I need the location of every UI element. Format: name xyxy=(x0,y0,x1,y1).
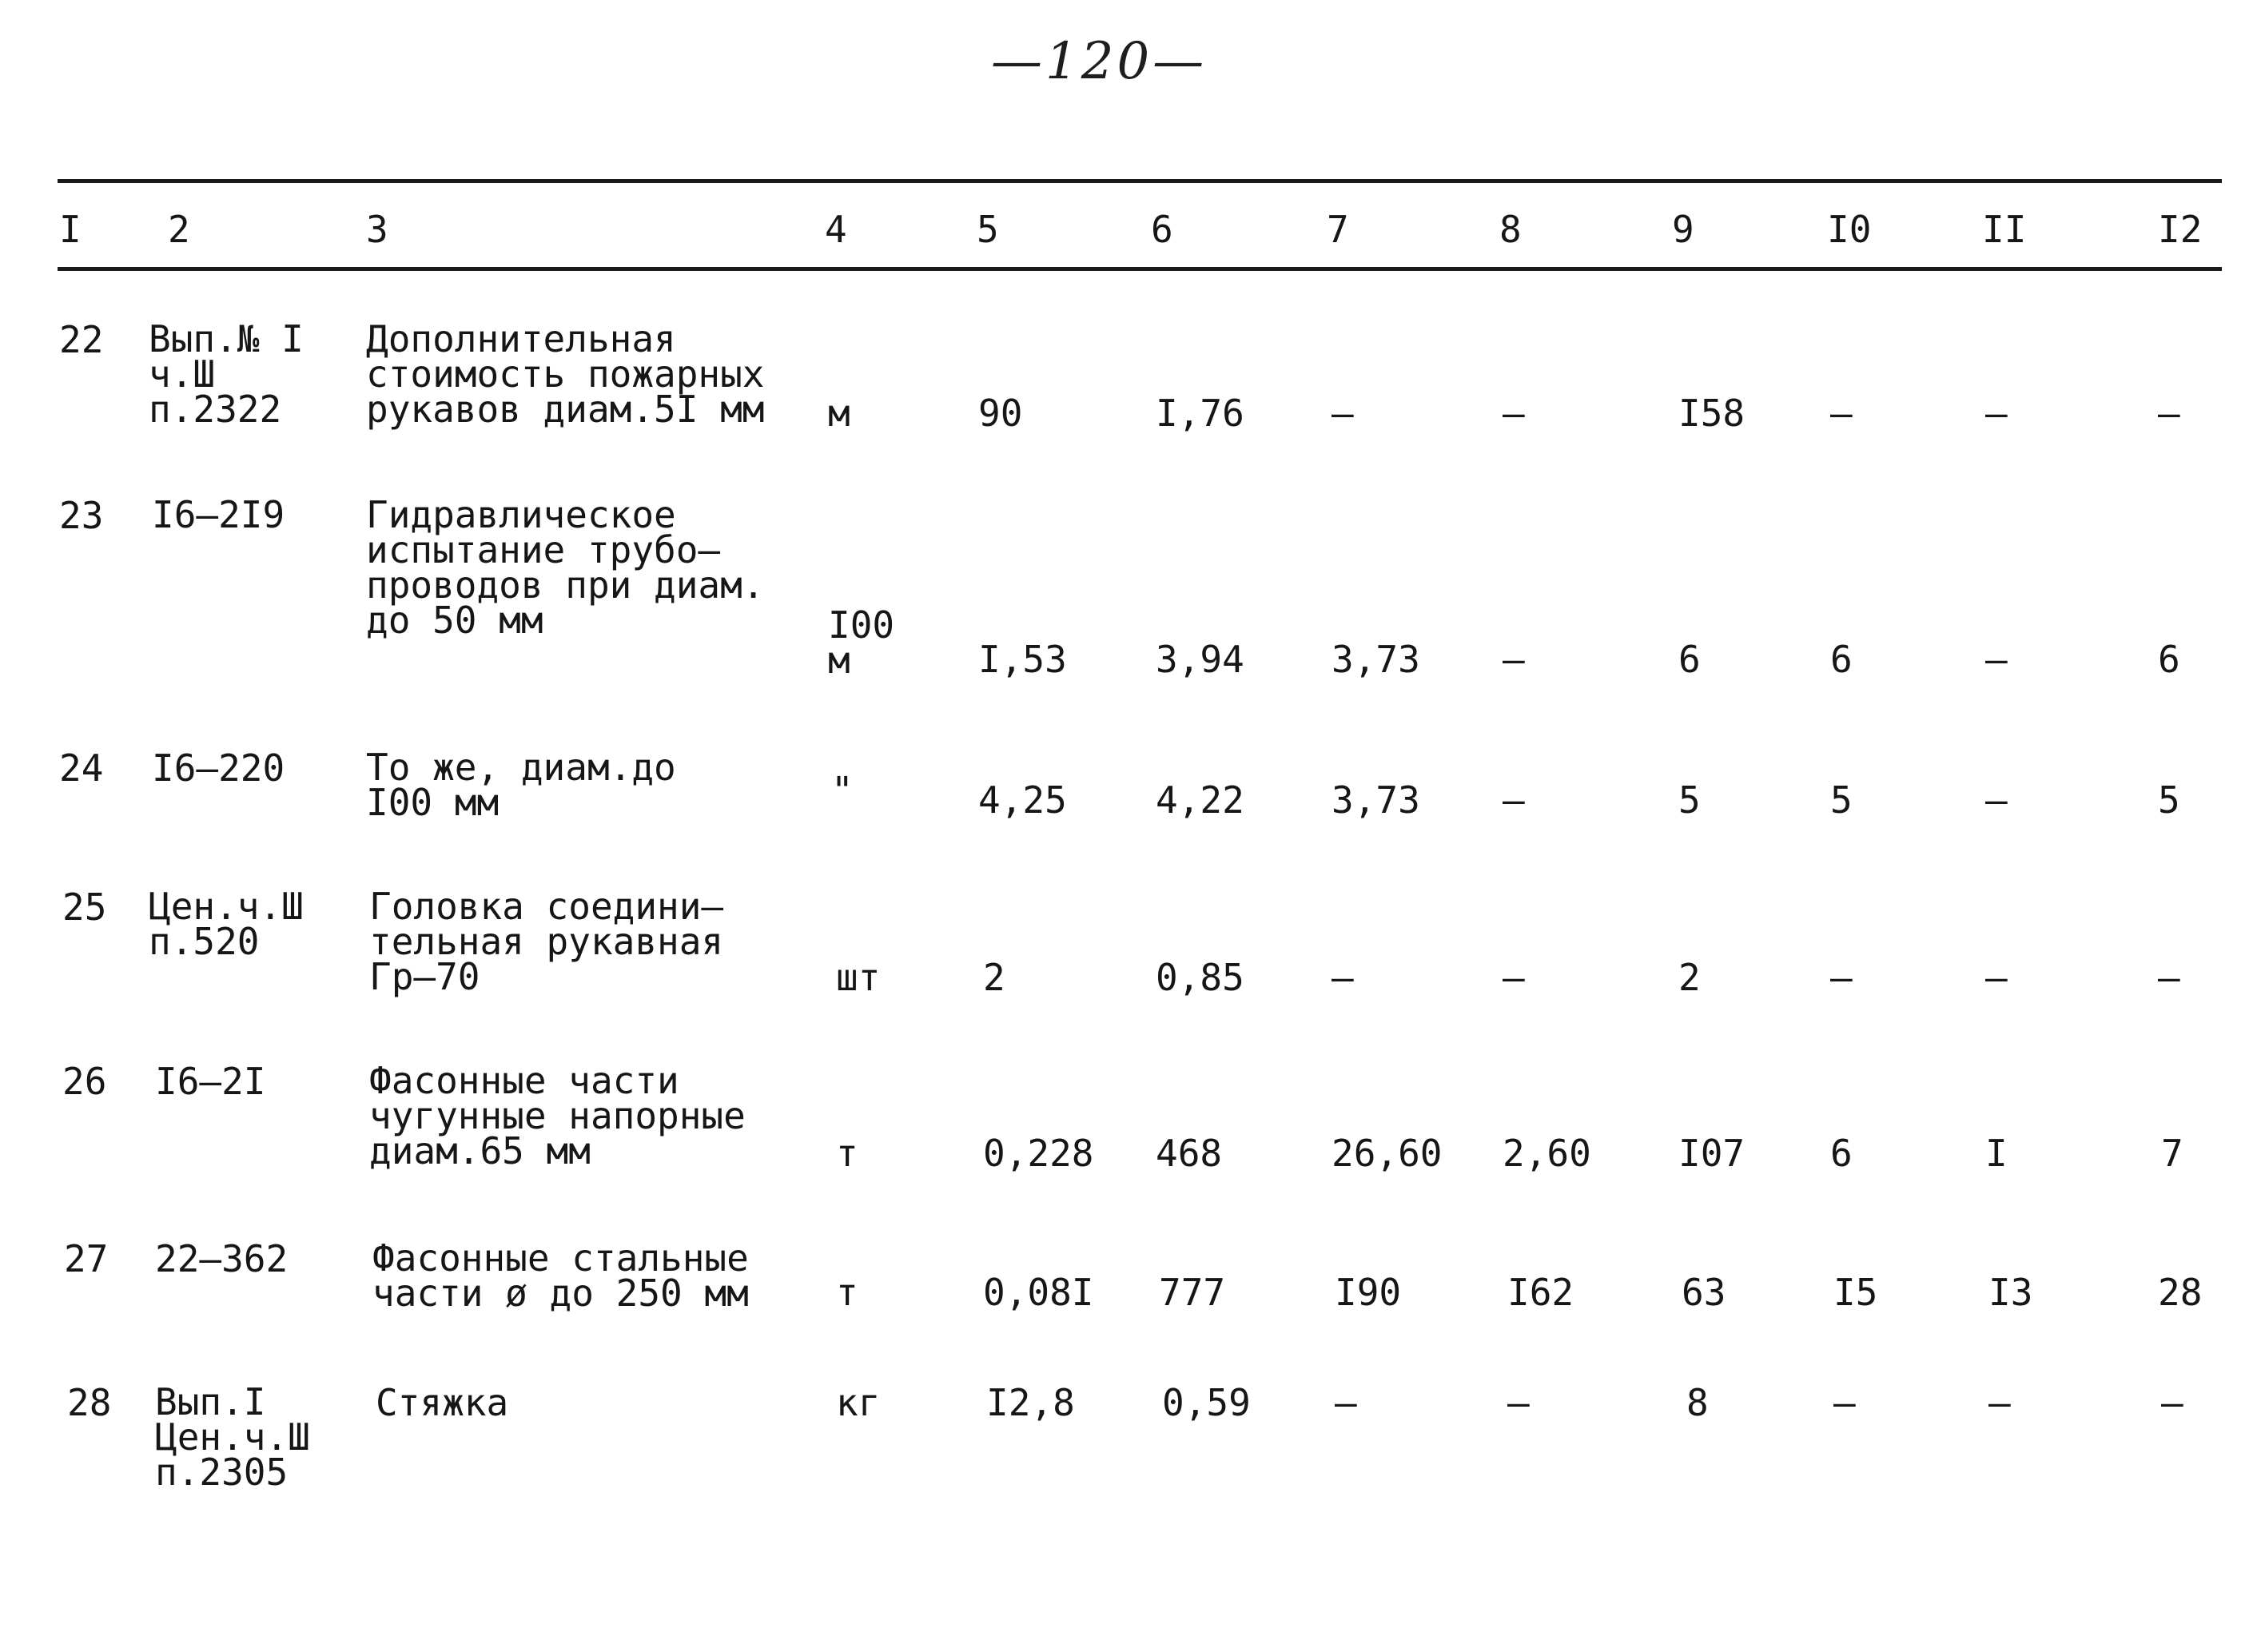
cell-col-8: – xyxy=(1503,392,1525,435)
cell-col-12: 7 xyxy=(2161,1132,2183,1175)
work-description: Головка соедини– тельная рукавная Гр–70 xyxy=(369,885,724,998)
cell-col-7: 3,73 xyxy=(1332,638,1420,681)
page-number: —120— xyxy=(991,32,1208,91)
cell-col-8: I62 xyxy=(1507,1271,1574,1314)
row-number: 28 xyxy=(67,1381,112,1424)
cell-col-5: 4,25 xyxy=(978,778,1067,822)
cell-col-8: – xyxy=(1503,956,1525,999)
row-number: 23 xyxy=(59,494,104,537)
cell-col-7: – xyxy=(1332,956,1354,999)
cell-col-10: – xyxy=(1830,392,1853,435)
cell-col-12: 6 xyxy=(2158,638,2180,681)
cell-col-7: I90 xyxy=(1335,1271,1402,1314)
price-reference: Вып.I Цен.ч.Ш п.2305 xyxy=(155,1380,310,1494)
cell-col-11: – xyxy=(1985,638,2008,681)
cell-col-7: 3,73 xyxy=(1332,778,1420,822)
header-col-9: 9 xyxy=(1672,208,1694,251)
cell-col-6: 0,85 xyxy=(1156,956,1244,999)
header-col-2: 2 xyxy=(168,208,190,251)
cell-col-9: 5 xyxy=(1678,778,1701,822)
cell-col-5: I,53 xyxy=(978,638,1067,681)
cell-col-7: 26,60 xyxy=(1332,1132,1443,1175)
cell-col-11: – xyxy=(1985,778,2008,822)
unit: шт xyxy=(836,956,881,999)
header-col-4: 4 xyxy=(825,208,847,251)
cell-col-10: 6 xyxy=(1830,1132,1853,1175)
cell-col-7: – xyxy=(1332,392,1354,435)
price-reference: Цен.ч.Ш п.520 xyxy=(149,885,304,963)
cell-col-7: – xyxy=(1335,1381,1357,1424)
header-col-6: 6 xyxy=(1151,208,1173,251)
header-col-10: I0 xyxy=(1827,208,1872,251)
work-description: Дополнительная стоимость пожарных рукавов диам.5I мм xyxy=(366,317,765,431)
cell-col-5: 0,228 xyxy=(983,1132,1094,1175)
unit: I00 м xyxy=(828,603,895,682)
row-number: 25 xyxy=(62,886,107,929)
cell-col-8: – xyxy=(1507,1381,1530,1424)
cell-col-8: – xyxy=(1503,638,1525,681)
row-number: 26 xyxy=(62,1060,107,1103)
ditto-mark: " xyxy=(831,769,854,812)
unit: м xyxy=(828,392,850,435)
work-description: Фасонные стальные части ø до 250 мм xyxy=(372,1236,749,1315)
cell-col-6: I,76 xyxy=(1156,392,1244,435)
cell-col-6: 777 xyxy=(1159,1271,1226,1314)
header-col-12: I2 xyxy=(2158,208,2203,251)
cell-col-5: 0,08I xyxy=(983,1271,1094,1314)
header-col-11: II xyxy=(1982,208,2027,251)
price-reference: 22–362 xyxy=(155,1237,289,1280)
work-description: То же, диам.до I00 мм xyxy=(366,746,676,824)
header-col-8: 8 xyxy=(1499,208,1522,251)
header-col-1: I xyxy=(59,208,82,251)
cell-col-11: – xyxy=(1985,392,2008,435)
cell-col-6: 468 xyxy=(1156,1132,1223,1175)
work-description: Гидравлическое испытание трубо– проводов при диам. до 50 мм xyxy=(366,493,765,642)
work-description: Стяжка xyxy=(376,1381,509,1424)
cell-col-5: 90 xyxy=(978,392,1023,435)
cell-col-10: 5 xyxy=(1830,778,1853,822)
table-header-rule xyxy=(58,267,2222,271)
row-number: 24 xyxy=(59,746,104,790)
work-description: Фасонные части чугунные напорные диам.65 мм xyxy=(369,1059,746,1172)
cell-col-8: 2,60 xyxy=(1503,1132,1591,1175)
row-number: 22 xyxy=(59,318,104,361)
cell-col-5: I2,8 xyxy=(986,1381,1075,1424)
cell-col-10: I5 xyxy=(1833,1271,1878,1314)
cell-col-9: 63 xyxy=(1682,1271,1726,1314)
cell-col-9: 6 xyxy=(1678,638,1701,681)
header-col-7: 7 xyxy=(1327,208,1349,251)
cell-col-6: 4,22 xyxy=(1156,778,1244,822)
header-col-3: 3 xyxy=(366,208,388,251)
row-number: 27 xyxy=(64,1237,109,1280)
unit: т xyxy=(836,1132,858,1175)
price-reference: I6–220 xyxy=(152,746,285,790)
cell-col-12: 5 xyxy=(2158,778,2180,822)
cell-col-11: I3 xyxy=(1988,1271,2033,1314)
cell-col-10: 6 xyxy=(1830,638,1853,681)
price-reference: I6–2I xyxy=(155,1060,266,1103)
cell-col-10: – xyxy=(1830,956,1853,999)
cell-col-9: I58 xyxy=(1678,392,1746,435)
cell-col-12: 28 xyxy=(2158,1271,2203,1314)
price-reference: Вып.№ I ч.Ш п.2322 xyxy=(149,317,304,431)
cell-col-12: – xyxy=(2158,956,2180,999)
cell-col-10: – xyxy=(1833,1381,1856,1424)
unit: т xyxy=(836,1271,858,1314)
cell-col-6: 3,94 xyxy=(1156,638,1244,681)
table-top-rule xyxy=(58,179,2222,183)
cell-col-8: – xyxy=(1503,778,1525,822)
cell-col-12: – xyxy=(2161,1381,2183,1424)
header-col-5: 5 xyxy=(977,208,999,251)
price-reference: I6–2I9 xyxy=(152,493,285,536)
cell-col-11: I xyxy=(1985,1132,2008,1175)
unit: кг xyxy=(836,1381,881,1424)
cell-col-9: 8 xyxy=(1686,1381,1709,1424)
cell-col-6: 0,59 xyxy=(1162,1381,1251,1424)
cell-col-11: – xyxy=(1988,1381,2011,1424)
cell-col-9: I07 xyxy=(1678,1132,1746,1175)
cell-col-9: 2 xyxy=(1678,956,1701,999)
cell-col-11: – xyxy=(1985,956,2008,999)
cell-col-12: – xyxy=(2158,392,2180,435)
cell-col-5: 2 xyxy=(983,956,1005,999)
